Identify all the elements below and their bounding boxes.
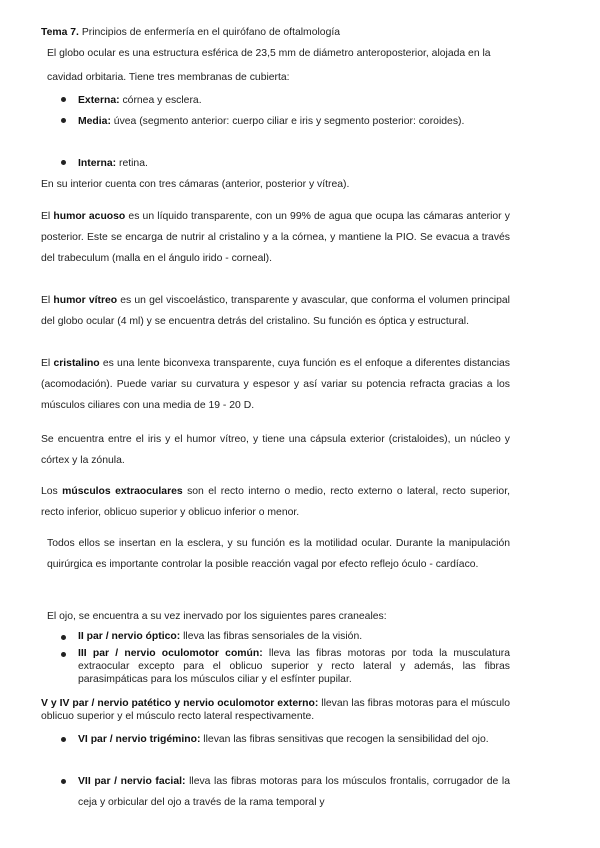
bullet-icon [61,779,66,784]
chambers-paragraph: En su interior cuenta con tres cámaras (anterior, posterior y vítrea). [41,179,350,190]
par-item: VI par / nervio trigémino: llevan las fibras sensitivas que recogen la sensibilidad del ojo. [78,734,489,745]
humor-acuoso-paragraph: El humor acuoso es un líquido transparente, con un 99% de agua que ocupa las cámaras anterior y posterior. Este se encarga de nutrir al cristalino y a la córnea, y mantiene la PIO. Se evacua a través del trabeculum (malla en el ángulo irido - corneal). [41,211,510,264]
bullet-icon [61,635,66,640]
page-title [41,27,561,38]
par-item: III par / nervio oculomotor común: lleva las fibras motoras por toda la musculatura extraocular excepto para el oblicuo superior y recto lateral y además, las fibras parasimpáticas para los músculos ciliar y el esfínter pupilar. [78,648,510,685]
par-item: II par / nervio óptico: lleva las fibras sensoriales de la visión. [78,631,363,642]
bullet-icon [61,160,66,165]
inervado-paragraph: El ojo, se encuentra a su vez inervado por los siguientes pares craneales: [47,611,387,622]
membrane-item: Media: úvea (segmento anterior: cuerpo ciliar e iris y segmento posterior: coroides). [78,116,465,127]
cristalino-paragraph: El cristalino es una lente biconvexa transparente, cuya función es el enfoque a diferentes distancias (acomodación). Puede variar su curvatura y espesor y así variar su potencia refracta gracias a los músculos ciliares con una media de 19 - 20 D. [41,358,510,411]
membrane-item: Interna: retina. [78,158,148,169]
title-number: Tema 7. [41,27,79,38]
musculos-detail-paragraph: Todos ellos se insertan en la esclera, y su función es la motilidad ocular. Durante la manipulación quirúrgica es importante controlar la posible reacción vagal por efecto reflejo óculo - cardíaco. [47,538,510,570]
title-text: Principios de enfermería en el quirófano de oftalmología [78,27,341,38]
intro-paragraph: El globo ocular es una estructura esférica de 23,5 mm de diámetro anteroposterior, alojada en la cavidad orbitaria. Tiene tres membranas de cubierta: [47,48,491,83]
membrane-item: Externa: córnea y esclera. [78,95,202,106]
bullet-icon [61,97,66,102]
bullet-icon [61,737,66,742]
cristalino-location-paragraph: Se encuentra entre el iris y el humor vítreo, y tiene una cápsula exterior (cristaloides), un núcleo y córtex y la zónula. [41,434,510,466]
bullet-icon [61,652,66,657]
bullet-icon [61,118,66,123]
musculos-paragraph: Los músculos extraoculares son el recto interno o medio, recto externo o lateral, recto superior, recto inferior, oblicuo superior y oblicuo inferior o menor. [41,486,510,518]
humor-vitreo-paragraph: El humor vítreo es un gel viscoelástico, transparente y avascular, que conforma el volumen principal del globo ocular (4 ml) y se encuentra detrás del cristalino. Su función es óptica y estructural. [41,295,510,327]
par-item: VII par / nervio facial: lleva las fibras motoras para los músculos frontalis, corrugador de la ceja y orbicular del ojo a través de la rama temporal y [78,776,510,808]
par-iv-vi-paragraph: V y IV par / nervio patético y nervio oculomotor externo: llevan las fibras motoras para el músculo oblicuo superior y el músculo recto lateral respectivamente. [41,698,510,722]
